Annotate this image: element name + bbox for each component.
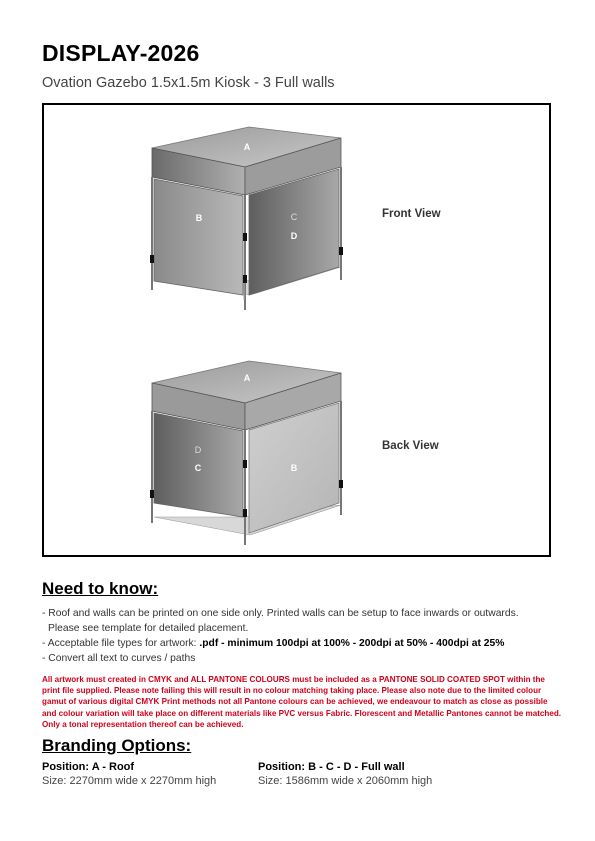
diagram-frame — [42, 103, 551, 557]
front-view-gazebo — [150, 127, 343, 310]
front-view-label: Front View — [382, 208, 441, 220]
page-subtitle: Ovation Gazebo 1.5x1.5m Kiosk - 3 Full walls — [42, 75, 335, 91]
branding-option-wall — [258, 761, 432, 787]
back-label-a: A — [243, 373, 251, 383]
note-line-2 — [42, 636, 562, 651]
note-line-1: - Roof and walls can be printed on one side only. Printed walls can be setup to face inwards or outwards. — [42, 608, 519, 619]
note-line-2-bold: .pdf - minimum 100dpi at 100% - 200dpi at 50% - 400dpi at 25% — [199, 638, 505, 649]
branding-option-size: Size: 1586mm wide x 2060mm high — [258, 775, 433, 787]
cmyk-warning: All artwork must created in CMYK and ALL PANTONE COLOURS must be included as a PANTONE SOLID COATED SPOT within the print file supplied. Please note failing this will result in no colour matching taking place. Please also note due to the limited colour gamut of various digital CMYK Print methods not all Pantone colours can be achieved, we endeavour to match as close as possible and colour variation will take place on different materials like PVC versus Fabric. Florescent and Metallic Pantones cannot be matched. Only a tonal representation thereof can be achieved. — [42, 675, 562, 729]
back-clip-4 — [339, 480, 343, 488]
front-clip-3 — [243, 275, 247, 283]
front-clip-2 — [243, 233, 247, 241]
back-label-b: B — [290, 463, 298, 473]
note-line-2-prefix: - Acceptable file types for artwork: — [42, 638, 200, 649]
back-clip-1 — [150, 490, 154, 498]
front-wall-b — [154, 179, 243, 295]
back-label-c: C — [194, 463, 202, 473]
note-line-3: - Convert all text to curves / paths — [42, 653, 196, 664]
branding-option-roof — [42, 761, 216, 787]
branding-option-size: Size: 2270mm wide x 2270mm high — [42, 775, 217, 787]
front-label-a: A — [243, 142, 251, 152]
branding-heading: Branding Options: — [42, 736, 192, 755]
front-label-d: D — [290, 231, 298, 241]
back-clip-2 — [243, 460, 247, 468]
front-label-b: B — [195, 213, 203, 223]
front-clip-4 — [339, 247, 343, 255]
need-to-know-heading: Need to know: — [42, 579, 159, 598]
need-to-know-notes — [42, 606, 562, 666]
branding-option-position: Position: A - Roof — [42, 761, 135, 773]
branding-option-position: Position: B - C - D - Full wall — [258, 761, 405, 773]
front-clip-1 — [150, 255, 154, 263]
front-label-c: C — [290, 212, 298, 222]
back-view-gazebo — [150, 361, 343, 545]
gazebo-diagram — [44, 105, 549, 555]
back-label-d: D — [194, 445, 202, 455]
note-line-1b: Please see template for detailed placement. — [48, 623, 249, 634]
back-clip-3 — [243, 509, 247, 517]
back-view-label: Back View — [382, 440, 439, 452]
page-title: DISPLAY-2026 — [42, 40, 200, 66]
